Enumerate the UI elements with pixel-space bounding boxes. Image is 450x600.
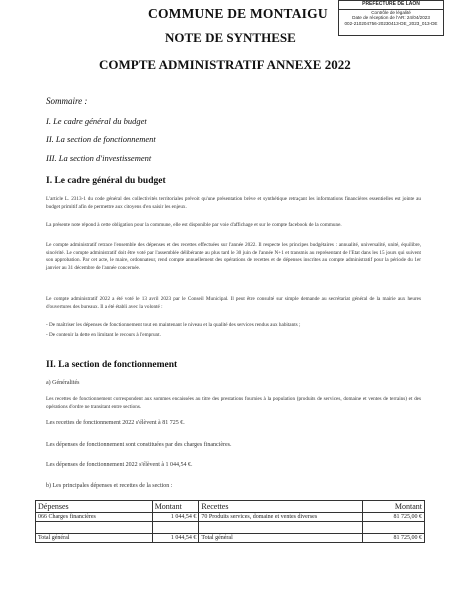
stamp-line: Date de réception de l'AR: 24/04/2023: [352, 15, 430, 21]
stamp-line: 002-210204756-20230413-DE_2023_013-DE: [344, 20, 438, 26]
bullet-item: - De maîtriser les dépenses de fonctionnement tout en maintenant le niveau et la qualité des services rendus aux habitants ;: [46, 322, 301, 328]
table-cell: [152, 522, 199, 534]
table-row: [36, 513, 425, 522]
table-cell: 81 725,00 €: [362, 513, 424, 522]
table-cell: 1 044,54 €: [152, 534, 199, 543]
stamp-prefecture: PREFECTURE DE LAON: [339, 1, 443, 10]
table-header-row: [36, 501, 425, 513]
subsection-label: a) Généralités: [46, 380, 80, 386]
summary-label: Sommaire :: [46, 96, 88, 106]
table-total-row: [36, 534, 425, 543]
subsection-label: b) Les principales dépenses et recettes de la section :: [46, 483, 173, 489]
financial-table: [35, 500, 425, 543]
column-header: Montant: [362, 501, 424, 513]
table-row-spacer: [36, 522, 425, 534]
paragraph: Les dépenses de fonctionnement sont constituées par des charges financières.: [46, 442, 232, 448]
column-header: Recettes: [199, 501, 362, 513]
section-heading: I. Le cadre général du budget: [46, 176, 166, 186]
paragraph: Le compte administratif 2022 a été voté le 13 avril 2023 par le Conseil Municipal. Il peut être consulté sur simple demande au secrétariat général de la mairie aux heures d'ouvertures des bureaux. Il a été établi avec la volonté :: [46, 296, 421, 310]
paragraph: L'article L. 2313-1 du code général des collectivités territoriales prévoit qu'une présentation brève et synthétique retraçant les informations financières essentielles est jointe au budget primitif afin de permettre aux citoyens d'en saisir les enjeux.: [46, 196, 421, 210]
stamp-line: Contrôle de légalité: [371, 9, 411, 15]
summary-item: I. Le cadre général du budget: [46, 116, 147, 126]
bullet-item: - De contenir la dette en limitant le recours à l'emprunt.: [46, 332, 161, 338]
section-heading: II. La section de fonctionnement: [46, 360, 178, 370]
table-cell: [362, 522, 424, 534]
commune-name: COMMUNE DE MONTAIGU: [148, 6, 328, 21]
summary-item: II. La section de fonctionnement: [46, 134, 156, 144]
depenses-total-text: Les dépenses de fonctionnement 2022 s'élèvent à 1 044,54 €.: [46, 462, 193, 468]
table-cell: Total général: [199, 534, 362, 543]
document-title: NOTE DE SYNTHESE: [165, 30, 296, 45]
paragraph: Les recettes de fonctionnement correspondent aux sommes encaissées au titre des prestations fournies à la population (produits de services, domaine et ventes de terrains) et des opérations d'ordre ne transitant entre sections.: [46, 396, 421, 410]
paragraph: Le compte administratif retrace l'ensemble des dépenses et des recettes effectuées sur l'année 2022. Il respecte les principes budgétaires : annualité, universalité, unité, équilibre, sincérité. Le compte administratif doit être voté par l'assemblée délibérante au plus tard le 30 juin de l'année N+1 et transmis au représentant de l'Etat dans les 15 jours qui suivent son approbation. Par cet acte, le maire, ordonnateur, rend compte annuellement des opérations de recettes et de dépenses inscrites au compte administratif pour la période du 1er janvier au 31 décembre de l'année concernée.: [46, 242, 421, 271]
table-cell: [199, 522, 362, 534]
recettes-total-text: Les recettes de fonctionnement 2022 s'élèvent à 81 725 €.: [46, 420, 185, 426]
table-cell: 81 725,00 €: [362, 534, 424, 543]
column-header: Dépenses: [36, 501, 153, 513]
table-cell: 70 Produits services, domaine et ventes diverses: [199, 513, 362, 522]
table-cell: Total général: [36, 534, 153, 543]
column-header: Montant: [152, 501, 199, 513]
summary-item: III. La section d'investissement: [46, 153, 152, 163]
table-cell: 066 Charges financières: [36, 513, 153, 522]
document-subtitle: COMPTE ADMINISTRATIF ANNEXE 2022: [99, 57, 351, 72]
prefecture-stamp: [338, 0, 444, 36]
table-cell: [36, 522, 153, 534]
paragraph: La présente note répond à cette obligation pour la commune, elle est disponible par voie d'affichage et sur le compte facebook de la commune.: [46, 222, 342, 228]
table-cell: 1 044,54 €: [152, 513, 199, 522]
